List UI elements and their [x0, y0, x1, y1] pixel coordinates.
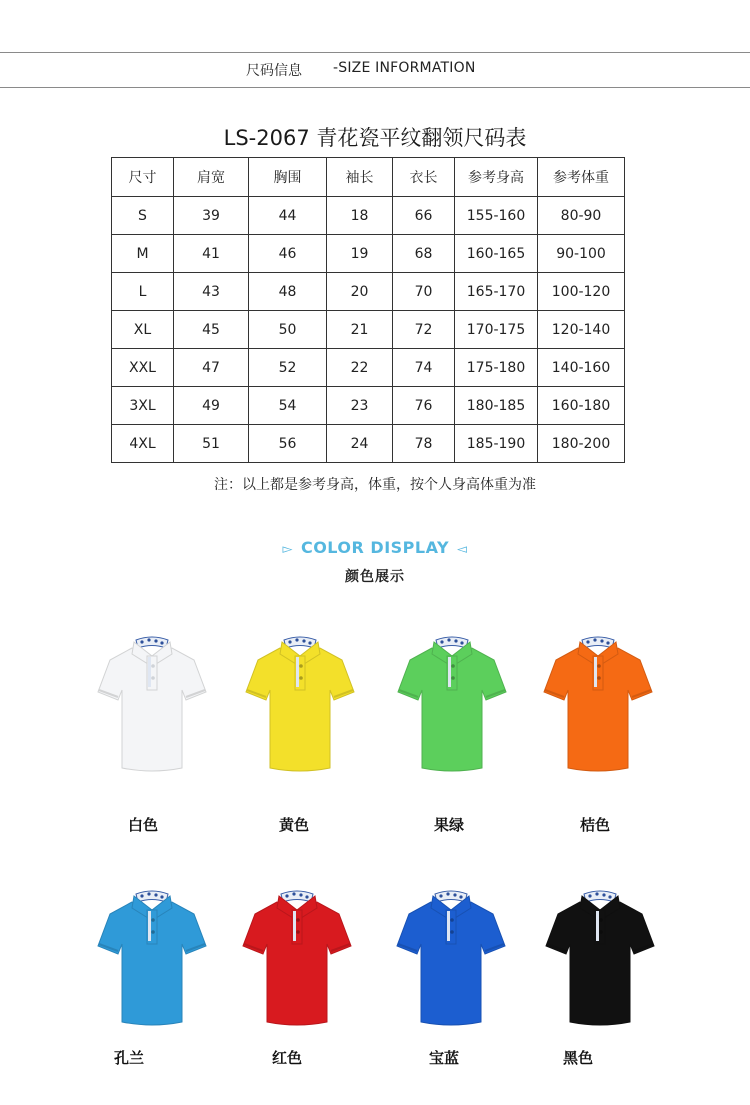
color-label-green: 果绿 — [434, 816, 465, 834]
table-row — [112, 425, 625, 463]
table-row — [112, 197, 625, 235]
polo-shirt-icon — [395, 888, 507, 1030]
column-header: 袖长 — [327, 158, 393, 197]
color-display-title: COLOR DISPLAY — [300, 538, 450, 557]
table-cell: 120-140 — [538, 311, 625, 349]
table-cell: 70 — [393, 273, 455, 311]
table-cell: 66 — [393, 197, 455, 235]
table-cell: 20 — [327, 273, 393, 311]
table-cell: 39 — [174, 197, 249, 235]
column-header: 尺寸 — [112, 158, 174, 197]
polo-shirt-icon — [96, 634, 208, 776]
polo-shirt-yellow — [244, 634, 356, 776]
color-label-orange: 桔色 — [580, 816, 611, 834]
polo-shirt-royal-blue — [395, 888, 507, 1030]
triangle-left-icon: ◅ — [457, 542, 468, 557]
color-label-white: 白色 — [128, 816, 159, 834]
size-table-header-row — [112, 158, 625, 197]
table-cell: 24 — [327, 425, 393, 463]
table-cell: 23 — [327, 387, 393, 425]
triangle-right-icon: ▻ — [282, 542, 293, 557]
polo-shirt-icon — [244, 634, 356, 776]
size-information-en: -SIZE INFORMATION — [333, 60, 476, 76]
color-label-royal-blue: 宝蓝 — [429, 1049, 460, 1067]
color-display-heading — [0, 538, 750, 557]
table-cell: 4XL — [112, 425, 174, 463]
polo-shirt-icon — [542, 634, 654, 776]
color-display-subtitle: 颜色展示 — [345, 569, 405, 585]
table-cell: 140-160 — [538, 349, 625, 387]
table-row — [112, 387, 625, 425]
table-cell: 185-190 — [455, 425, 538, 463]
table-cell: 68 — [393, 235, 455, 273]
table-cell: 3XL — [112, 387, 174, 425]
polo-shirt-icon — [241, 888, 353, 1030]
color-label-yellow: 黄色 — [279, 816, 310, 834]
table-cell: 51 — [174, 425, 249, 463]
table-row — [112, 273, 625, 311]
polo-shirt-icon — [96, 888, 208, 1030]
color-label-red: 红色 — [272, 1049, 303, 1067]
table-cell: 22 — [327, 349, 393, 387]
table-cell: 43 — [174, 273, 249, 311]
polo-shirt-sky-blue — [96, 888, 208, 1030]
table-row — [112, 235, 625, 273]
table-cell: 175-180 — [455, 349, 538, 387]
table-cell: 80-90 — [538, 197, 625, 235]
table-cell: 155-160 — [455, 197, 538, 235]
table-cell: 160-180 — [538, 387, 625, 425]
size-table — [111, 157, 625, 463]
table-cell: S — [112, 197, 174, 235]
polo-shirt-icon — [396, 634, 508, 776]
table-cell: XXL — [112, 349, 174, 387]
polo-shirt-orange — [542, 634, 654, 776]
table-cell: 100-120 — [538, 273, 625, 311]
size-table-title: LS-2067 青花瓷平纹翻领尺码表 — [223, 126, 527, 150]
table-cell: XL — [112, 311, 174, 349]
table-cell: 76 — [393, 387, 455, 425]
size-information-band — [0, 52, 750, 88]
polo-shirt-white — [96, 634, 208, 776]
table-cell: 180-200 — [538, 425, 625, 463]
table-cell: 52 — [249, 349, 327, 387]
color-label-sky-blue: 孔兰 — [114, 1049, 145, 1067]
table-cell: 21 — [327, 311, 393, 349]
table-cell: 48 — [249, 273, 327, 311]
table-cell: 47 — [174, 349, 249, 387]
column-header: 肩宽 — [174, 158, 249, 197]
table-cell: M — [112, 235, 174, 273]
polo-shirt-red — [241, 888, 353, 1030]
size-note: 注：以上都是参考身高，体重，按个人身高体重为准 — [214, 477, 536, 493]
table-cell: 18 — [327, 197, 393, 235]
table-cell: 180-185 — [455, 387, 538, 425]
polo-shirt-icon — [544, 888, 656, 1030]
column-header: 参考体重 — [538, 158, 625, 197]
table-cell: 45 — [174, 311, 249, 349]
table-cell: 72 — [393, 311, 455, 349]
table-cell: 50 — [249, 311, 327, 349]
table-cell: 160-165 — [455, 235, 538, 273]
table-cell: 165-170 — [455, 273, 538, 311]
column-header: 衣长 — [393, 158, 455, 197]
polo-shirt-black — [544, 888, 656, 1030]
size-information-cn: 尺码信息 — [246, 63, 302, 79]
polo-shirt-green — [396, 634, 508, 776]
table-cell: 56 — [249, 425, 327, 463]
table-cell: 46 — [249, 235, 327, 273]
color-label-black: 黑色 — [563, 1049, 594, 1067]
table-cell: 41 — [174, 235, 249, 273]
column-header: 参考身高 — [455, 158, 538, 197]
table-cell: 44 — [249, 197, 327, 235]
table-cell: 90-100 — [538, 235, 625, 273]
table-cell: 170-175 — [455, 311, 538, 349]
table-cell: 78 — [393, 425, 455, 463]
table-cell: 54 — [249, 387, 327, 425]
column-header: 胸围 — [249, 158, 327, 197]
table-row — [112, 349, 625, 387]
table-cell: 74 — [393, 349, 455, 387]
table-row — [112, 311, 625, 349]
table-cell: 19 — [327, 235, 393, 273]
table-cell: L — [112, 273, 174, 311]
table-cell: 49 — [174, 387, 249, 425]
